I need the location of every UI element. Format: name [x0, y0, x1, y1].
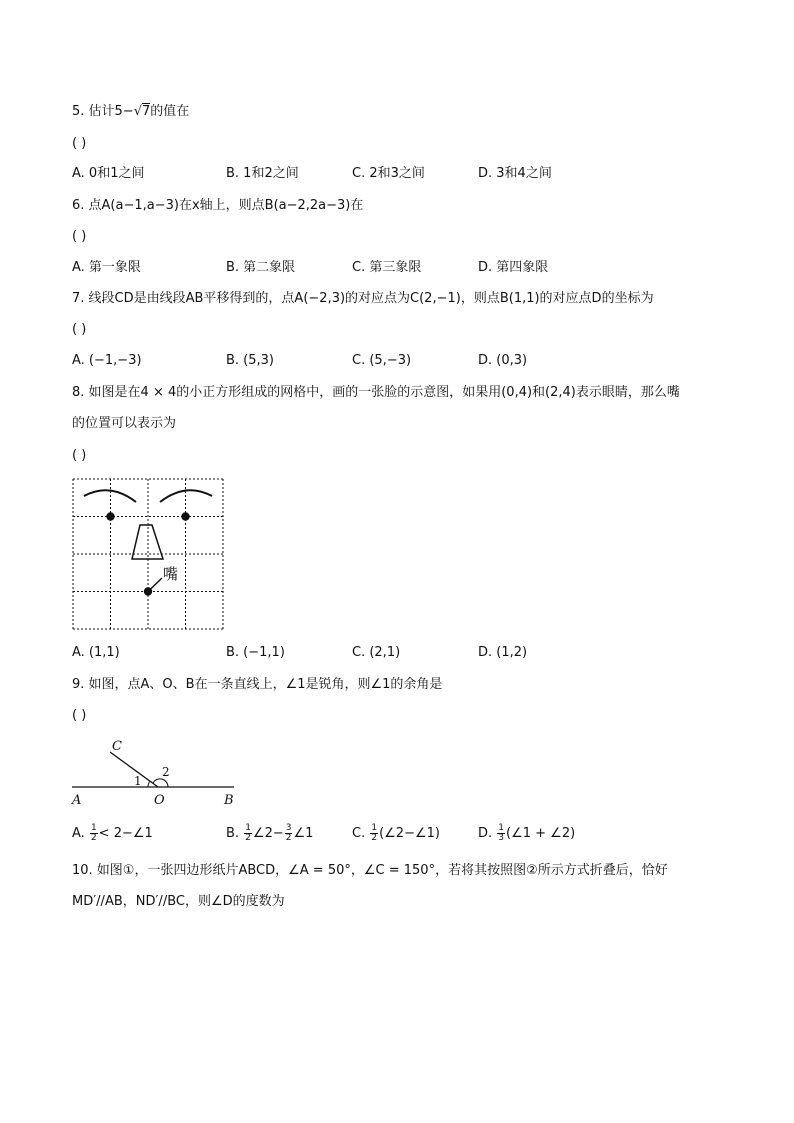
- q6-option-d: D. 第四象限: [478, 260, 549, 275]
- q6-option-b: B. 第二象限: [226, 260, 296, 275]
- angle-figure: [72, 736, 242, 808]
- sqrt-argument: 7: [142, 104, 151, 119]
- face-grid-figure: [72, 478, 224, 630]
- q7-stem: 7. 线段CD是由线段AB平移得到的，点A(−2,3)的对应点为C(2,−1)，则点B(1,1)的对应点D的坐标为: [72, 291, 654, 306]
- q6-answer-paren: ( ): [72, 229, 87, 244]
- sqrt-sign: √: [133, 104, 142, 119]
- label-one: 1: [134, 774, 142, 788]
- q6-stem: 6. 点A(a−1,a−3)在x轴上，则点B(a−2,2a−3)在: [72, 198, 364, 213]
- q9-option-d: D. $\frac{1}{3}$ (∠1 + ∠2): [478, 823, 576, 843]
- label-o: O: [154, 793, 165, 808]
- q7-option-a: A. (−1,−3): [72, 353, 142, 368]
- q8-option-b: B. (−1,1): [226, 645, 285, 660]
- q8-stem-line2: 的位置可以表示为: [72, 416, 177, 431]
- left-eye: [106, 512, 114, 520]
- q5-option-d: D. 3和4之间: [478, 166, 552, 181]
- grid-lines: [73, 479, 223, 629]
- label-two: 2: [162, 765, 170, 779]
- fraction: $\frac{1}{2}$: [90, 823, 97, 843]
- q8-option-c: C. (2,1): [352, 645, 401, 660]
- q7-option-b: B. (5,3): [226, 353, 275, 368]
- q5-stem-a: 5. 估计5−: [72, 104, 134, 119]
- q9-answer-paren: ( ): [72, 708, 87, 723]
- q5-option-c: C. 2和3之间: [352, 166, 425, 181]
- q6-option-a: A. 第一象限: [72, 260, 141, 275]
- angle-1-arc: [148, 781, 150, 787]
- q5-option-a: A. 0和1之间: [72, 166, 145, 181]
- q10-stem-line2: MD′//AB，ND′//BC，则∠D的度数为: [72, 894, 285, 909]
- right-eye: [181, 512, 189, 520]
- q5-answer-paren: ( ): [72, 136, 87, 151]
- q7-answer-paren: ( ): [72, 322, 87, 337]
- q10-stem-line1: 10. 如图①，一张四边形纸片ABCD，∠A = 50°，∠C = 150°，若将其按照图②所示方式折叠后，恰好: [72, 863, 668, 878]
- q8-option-d: D. (1,2): [478, 645, 528, 660]
- q5-stem: [72, 102, 189, 122]
- q8-stem-line1: 8. 如图是在4 × 4的小正方形组成的网格中，画的一张脸的示意图，如果用(0,4)和(2,4)表示眼睛，那么嘴: [72, 385, 680, 400]
- q8-answer-paren: ( ): [72, 448, 87, 463]
- q9-option-c: C. $\frac{1}{2}$ (∠2−∠1): [352, 823, 440, 843]
- label-b: B: [224, 793, 234, 808]
- q9-option-b: B. $\frac{1}{2}$ ∠2− $\frac{3}{2}$ ∠1: [226, 823, 314, 843]
- fraction: $\frac{3}{2}$: [285, 823, 292, 843]
- fraction: $\frac{1}{2}$: [371, 823, 378, 843]
- mouth-point: [144, 587, 152, 595]
- q6-option-c: C. 第三象限: [352, 260, 422, 275]
- label-c: C: [112, 739, 122, 754]
- q5-option-b: B. 1和2之间: [226, 166, 299, 181]
- q5-stem-b: 的值在: [150, 104, 190, 119]
- fraction: $\frac{1}{2}$: [245, 823, 251, 843]
- mouth-label: 嘴: [163, 565, 179, 583]
- q7-option-d: D. (0,3): [478, 353, 528, 368]
- fraction: $\frac{1}{3}$: [498, 823, 505, 843]
- q9-stem: 9. 如图，点A、O、B在一条直线上，∠1是锐角，则∠1的余角是: [72, 677, 443, 692]
- q9-option-a: A. $\frac{1}{2}$ < 2−∠1: [72, 823, 153, 843]
- label-a: A: [72, 793, 82, 808]
- q7-option-c: C. (5,−3): [352, 353, 412, 368]
- q8-option-a: A. (1,1): [72, 645, 120, 660]
